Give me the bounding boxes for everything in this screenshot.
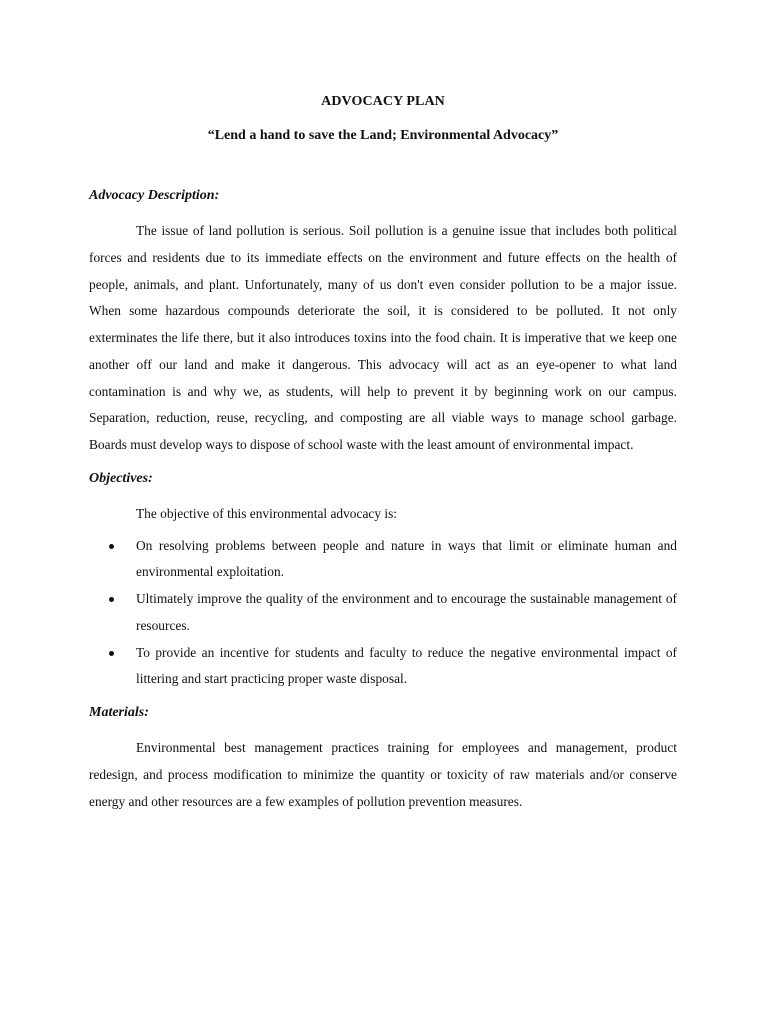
objectives-heading: Objectives: (89, 470, 153, 486)
advocacy-description-section (89, 186, 677, 459)
bullet-icon (109, 597, 114, 602)
advocacy-description-paragraph: The issue of land pollution is serious. Soil pollution is a genuine issue that includes both political forces and residents due to its immediate effects on the environment and future effects on the health of people, animals, and plant. Unfortunately, many of us don't even consider pollution to be a major issue. When some hazardous compounds deteriorate the soil, it is considered to be polluted. It not only exterminates the life there, but it also introduces toxins into the food chain. It is imperative that we keep one another off our land and make it dangerous. This advocacy will act as an eye-opener to what land contamination is and why we, as students, will help to prevent it by beginning work on our campus. Separation, reduction, reuse, recycling, and composting are all viable ways to manage school garbage. Boards must develop ways to dispose of school waste with the least amount of environmental impact. (89, 223, 677, 452)
bullet-icon (109, 651, 114, 656)
objectives-section (89, 469, 677, 693)
objective-text: Ultimately improve the quality of the environment and to encourage the sustainable management of resources. (136, 591, 677, 633)
objective-item (89, 640, 677, 694)
objective-item (89, 586, 677, 640)
objectives-intro: The objective of this environmental advocacy is: (136, 505, 398, 521)
objective-text: To provide an incentive for students and faculty to reduce the negative environmental impact of littering and start practicing proper waste disposal. (136, 644, 677, 687)
document-subtitle: “Lend a hand to save the Land; Environmental Advocacy” (207, 128, 559, 143)
materials-heading: Materials: (89, 705, 149, 720)
objectives-list (89, 533, 677, 694)
advocacy-description-heading: Advocacy Description: (89, 188, 220, 203)
materials-paragraph: Environmental best management practices training for employees and management, product redesign, and process modification to minimize the quantity or toxicity of raw materials and/or conserve energy and other resources are a few examples of pollution prevention measures. (89, 740, 677, 809)
document-page (89, 92, 677, 815)
document-title: ADVOCACY PLAN (321, 94, 445, 109)
objective-item (89, 533, 677, 587)
bullet-icon (109, 544, 114, 549)
materials-section (89, 703, 677, 815)
objective-text: On resolving problems between people and nature in ways that limit or eliminate human and environmental exploitation. (136, 537, 677, 580)
